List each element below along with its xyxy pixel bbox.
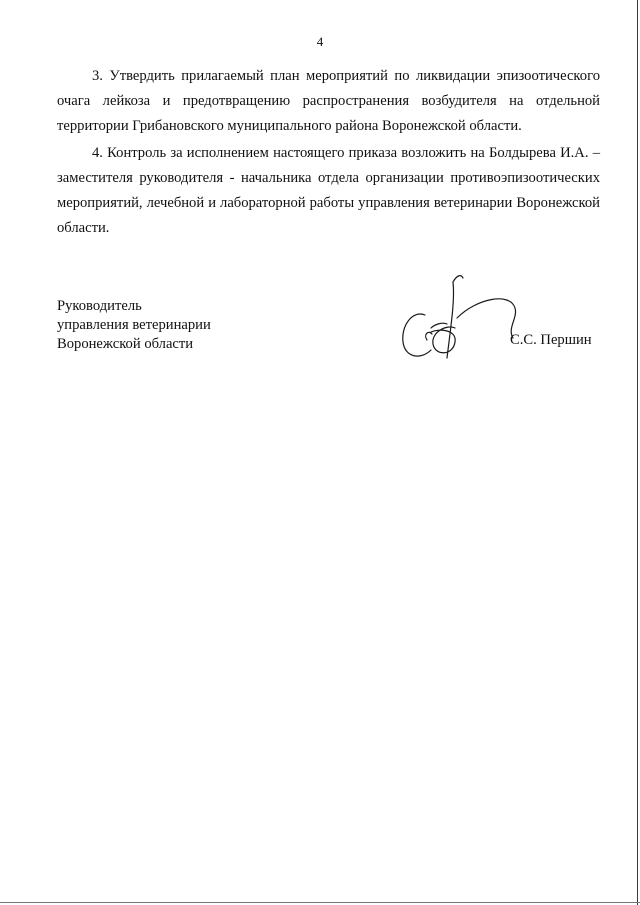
page-number: 4 — [316, 34, 324, 49]
paragraph-4: 4. Контроль за исполнением настоящего приказа возложить на Болдырева И.А. – заместителя руководителя - начальника отдела организации противоэпизоотических мероприятий, лечебной и лабораторной работы управления ветеринарии Воронежской области. — [57, 145, 600, 236]
signer-title-line: управления ветеринарии — [57, 317, 211, 333]
scan-border-right — [637, 0, 638, 905]
signature-block — [57, 297, 211, 354]
signer-title-line: Руководитель — [57, 298, 142, 314]
signer-name: С.С. Першин — [510, 332, 592, 348]
handwritten-signature — [395, 270, 525, 365]
scan-border-bottom — [0, 902, 640, 903]
signer-title-line: Воронежской области — [57, 336, 194, 352]
paragraph-3: 3. Утвердить прилагаемый план мероприятий по ликвидации эпизоотического очага лейкоза и предотвращению распространения возбудителя на отдельной территории Грибановского муниципального района Воронежской области. — [57, 68, 600, 134]
